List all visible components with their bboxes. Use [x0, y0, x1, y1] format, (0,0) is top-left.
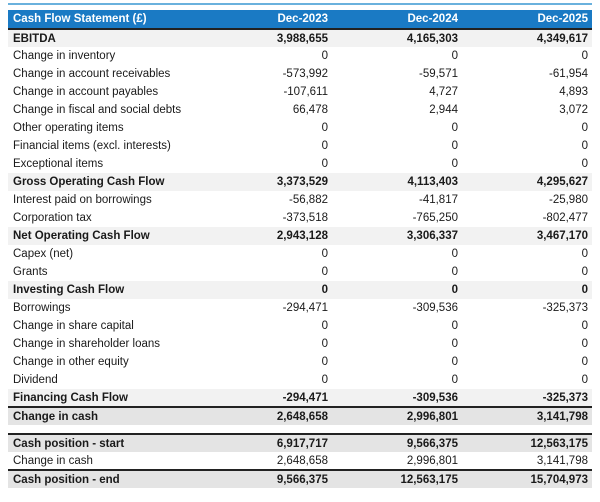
value-cell: -59,571 [418, 68, 458, 80]
value-cell: 3,988,655 [276, 32, 328, 45]
value-cell: 0 [321, 140, 328, 152]
value-cell: 0 [581, 338, 588, 350]
value-cell: -294,471 [282, 302, 328, 314]
value-cell: 0 [321, 320, 328, 332]
table-row [8, 281, 592, 299]
value-cell: 0 [451, 356, 458, 368]
table-row [8, 371, 592, 389]
row-label: Change in shareholder loans [13, 338, 161, 350]
row-label: EBITDA [13, 32, 56, 45]
table-row [8, 47, 592, 65]
value-cell: 0 [321, 158, 328, 170]
value-cell: 0 [451, 320, 458, 332]
value-cell: -56,882 [288, 194, 328, 206]
table-row [8, 389, 592, 407]
cash-flow-table [8, 10, 592, 425]
value-cell: 0 [321, 248, 328, 260]
value-cell: 0 [581, 50, 588, 62]
row-label: Change in account payables [13, 86, 159, 98]
table-row [8, 209, 592, 227]
value-cell: 0 [581, 248, 588, 260]
value-cell: -61,954 [548, 68, 588, 80]
top-divider [8, 3, 592, 5]
cash-flow-statement-report [0, 3, 600, 488]
table-row [8, 317, 592, 335]
row-label: Change in share capital [13, 320, 134, 332]
value-cell: 3,141,798 [536, 454, 588, 467]
row-label: Dividend [13, 374, 58, 386]
cash-position-table [8, 433, 592, 488]
value-cell: 0 [581, 158, 588, 170]
row-label: Change in inventory [13, 50, 116, 62]
row-label: Borrowings [13, 302, 71, 314]
value-cell: 3,467,170 [536, 230, 588, 242]
table-row [8, 434, 592, 452]
value-cell: 4,165,303 [406, 32, 458, 45]
value-cell: 3,141,798 [536, 410, 588, 423]
value-cell: 0 [451, 50, 458, 62]
table-row [8, 191, 592, 209]
row-label: Net Operating Cash Flow [13, 230, 150, 242]
value-cell: -107,611 [283, 86, 328, 98]
value-cell: -373,518 [282, 212, 328, 224]
row-label: Change in cash [13, 454, 93, 467]
value-cell: 0 [581, 320, 588, 332]
table-row [8, 470, 592, 488]
value-cell: 4,893 [559, 86, 588, 98]
value-cell: 0 [321, 338, 328, 350]
table-row [8, 101, 592, 119]
row-label: Grants [13, 266, 48, 278]
value-cell: 2,648,658 [276, 410, 328, 423]
row-label: Capex (net) [13, 248, 74, 260]
row-label: Change in account receivables [13, 68, 171, 80]
value-cell: 0 [581, 266, 588, 278]
table-row [8, 137, 592, 155]
value-cell: 2,996,801 [406, 410, 458, 423]
value-cell: -309,536 [412, 391, 458, 404]
value-cell: -573,992 [282, 68, 328, 80]
table-header-row [8, 10, 592, 29]
table-row [8, 407, 592, 425]
value-cell: 0 [581, 374, 588, 386]
value-cell: 0 [451, 338, 458, 350]
value-cell: 4,295,627 [536, 176, 588, 188]
table-row [8, 65, 592, 83]
value-cell: 0 [321, 374, 328, 386]
table-row [8, 452, 592, 470]
table-row [8, 173, 592, 191]
value-cell: 0 [321, 50, 328, 62]
value-cell: 9,566,375 [406, 437, 458, 450]
value-cell: 0 [581, 284, 588, 296]
table-row [8, 29, 592, 47]
value-cell: 4,113,403 [407, 176, 458, 188]
value-cell: 3,306,337 [406, 230, 458, 242]
value-cell: 9,566,375 [276, 473, 328, 486]
value-cell: 3,373,529 [276, 176, 328, 188]
value-cell: 0 [321, 284, 328, 296]
table-row [8, 353, 592, 371]
value-cell: 0 [321, 122, 328, 134]
row-label: Investing Cash Flow [13, 284, 125, 296]
row-label: Change in fiscal and social debts [13, 104, 182, 116]
value-cell: -41,817 [418, 194, 458, 206]
value-cell: 2,648,658 [276, 454, 328, 467]
table-row [8, 335, 592, 353]
value-cell: -294,471 [282, 391, 328, 404]
table-row [8, 227, 592, 245]
column-header-dec-2023: Dec-2023 [202, 10, 332, 29]
value-cell: 66,478 [292, 104, 328, 116]
table-row [8, 119, 592, 137]
value-cell: 3,072 [559, 104, 588, 116]
value-cell: 0 [451, 266, 458, 278]
value-cell: 12,563,175 [400, 473, 458, 486]
value-cell: 0 [581, 122, 588, 134]
value-cell: 4,349,617 [536, 32, 588, 45]
value-cell: 0 [451, 158, 458, 170]
value-cell: 0 [451, 122, 458, 134]
value-cell: -765,250 [412, 212, 458, 224]
row-label: Change in cash [13, 410, 98, 423]
row-label: Cash position - end [13, 473, 120, 486]
value-cell: -309,536 [412, 302, 458, 314]
row-label: Financing Cash Flow [13, 391, 129, 404]
value-cell: 6,917,717 [276, 437, 328, 450]
value-cell: 0 [451, 140, 458, 152]
value-cell: -25,980 [548, 194, 588, 206]
table-row [8, 263, 592, 281]
value-cell: 0 [321, 266, 328, 278]
table-row [8, 155, 592, 173]
value-cell: 2,944 [429, 104, 458, 116]
row-label: Exceptional items [13, 158, 104, 170]
value-cell: 15,704,973 [530, 473, 588, 486]
value-cell: 0 [321, 356, 328, 368]
column-header-dec-2025: Dec-2025 [462, 10, 592, 29]
table-row [8, 299, 592, 317]
table-row [8, 245, 592, 263]
value-cell: 0 [451, 374, 458, 386]
value-cell: -325,373 [542, 302, 588, 314]
value-cell: 2,943,128 [276, 230, 328, 242]
row-label: Corporation tax [13, 212, 92, 224]
table-title: Cash Flow Statement (£) [8, 10, 202, 29]
row-label: Change in other equity [13, 356, 129, 368]
table-row [8, 83, 592, 101]
value-cell: 0 [581, 356, 588, 368]
value-cell: 0 [451, 248, 458, 260]
row-label: Interest paid on borrowings [13, 194, 152, 206]
value-cell: -325,373 [542, 391, 588, 404]
row-label: Gross Operating Cash Flow [13, 176, 165, 188]
value-cell: 0 [451, 284, 458, 296]
value-cell: 0 [581, 140, 588, 152]
value-cell: -802,477 [542, 212, 588, 224]
value-cell: 2,996,801 [406, 454, 458, 467]
column-header-dec-2024: Dec-2024 [332, 10, 462, 29]
value-cell: 4,727 [429, 86, 458, 98]
value-cell: 12,563,175 [530, 437, 588, 450]
row-label: Cash position - start [13, 437, 125, 450]
row-label: Other operating items [13, 122, 124, 134]
row-label: Financial items (excl. interests) [13, 140, 171, 152]
